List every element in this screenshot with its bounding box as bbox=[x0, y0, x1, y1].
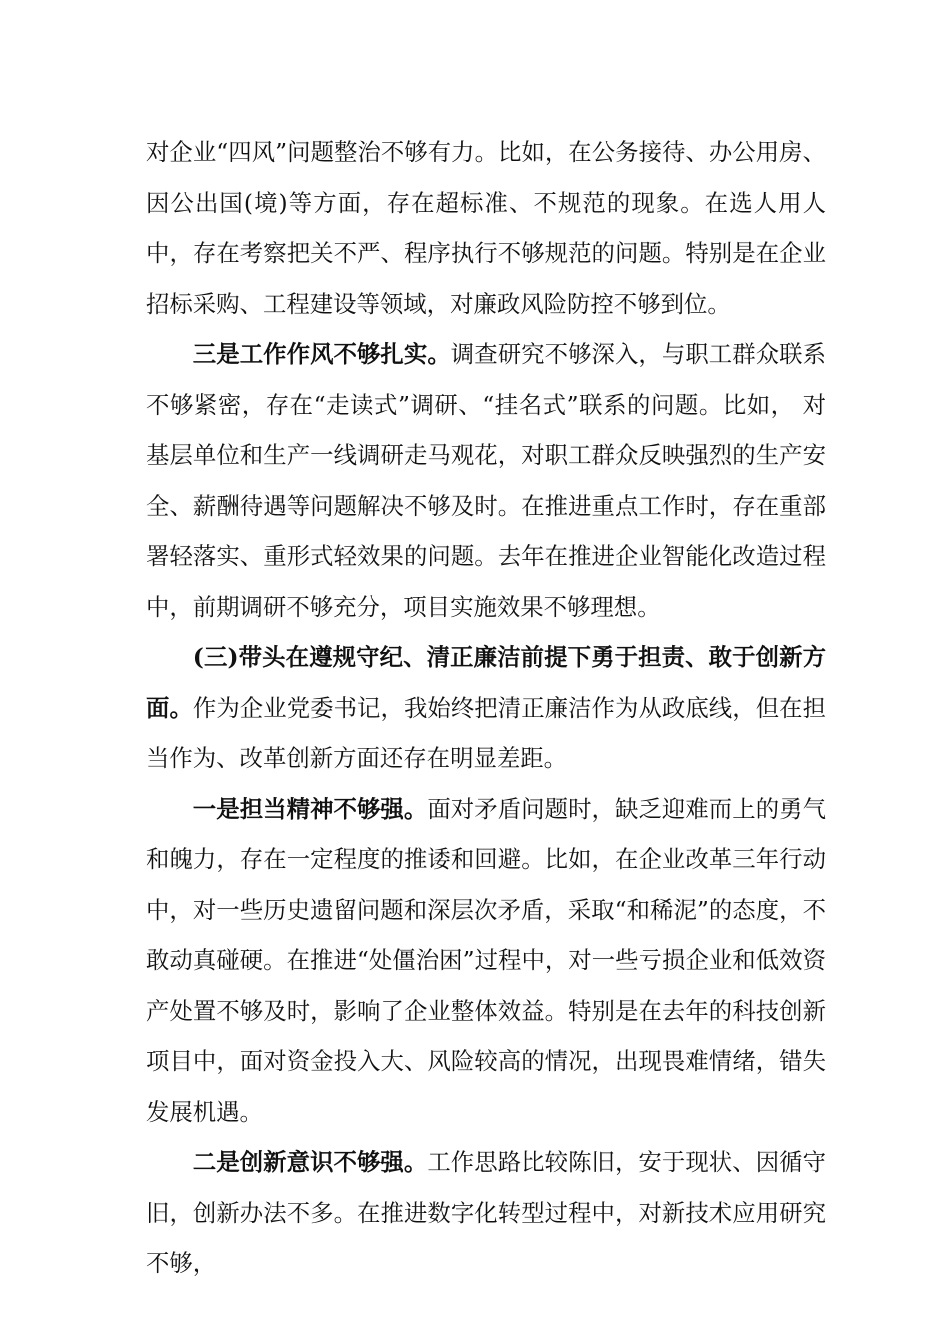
paragraph-4 bbox=[146, 784, 826, 1138]
section-heading: (三)带头在遵规守纪、清正廉洁前提下勇于担责、敢于创新方面。 bbox=[146, 643, 826, 722]
paragraph-lead: 一是担当精神不够强。 bbox=[192, 794, 428, 823]
paragraph-3 bbox=[146, 632, 826, 784]
paragraph-text: 面对矛盾问题时，缺乏迎难而上的勇气和魄力，存在一定程度的推诿和回避。比如，在企业改革三年行动中，对一些历史遗留问题和深层次矛盾，采取“和稀泥”的态度，不敢动真碰硬。在推进“处僵治困”过程中，对一些亏损企业和低效资产处置不够及时，影响了企业整体效益。特别是在去年的科技创新项目中，面对资金投入大、风险较高的情况，出现畏难情绪，错失发展机遇。 bbox=[146, 794, 827, 1126]
paragraph-text: 调查研究不够深入，与职工群众联系不够紧密，存在“走读式”调研、“挂名式”联系的问题。比如， 对基层单位和生产一线调研走马观花，对职工群众反映强烈的生产安全、薪酬待遇等问题解决不够及时。在推进重点工作时，存在重部署轻落实、重形式轻效果的问题。去年在推进企业智能化改造过程中，前期调研不够充分，项目实施效果不够理想。 bbox=[146, 340, 827, 621]
paragraph-1 bbox=[146, 127, 826, 329]
document-body bbox=[146, 127, 826, 1289]
paragraph-text: 工作思路比较陈旧，安于现状、因循守旧，创新办法不多。在推进数字化转型过程中，对新技术应用研究不够， bbox=[146, 1148, 827, 1277]
paragraph-text: 对企业“四风”问题整治不够有力。比如，在公务接待、办公用房、因公出国(境)等方面，存在超标准、不规范的现象。在选人用人中，存在考察把关不严、程序执行不够规范的问题。特别是在企业招标采购、工程建设等领域，对廉政风险防控不够到位。 bbox=[146, 138, 826, 318]
paragraph-text: 作为企业党委书记，我始终把清正廉洁作为从政底线，但在担当作为、改革创新方面还存在明显差距。 bbox=[146, 693, 827, 772]
paragraph-lead: 三是工作作风不够扎实。 bbox=[192, 340, 451, 368]
paragraph-5 bbox=[146, 1137, 826, 1289]
paragraph-2 bbox=[146, 329, 826, 632]
paragraph-lead: 二是创新意识不够强。 bbox=[192, 1148, 428, 1176]
